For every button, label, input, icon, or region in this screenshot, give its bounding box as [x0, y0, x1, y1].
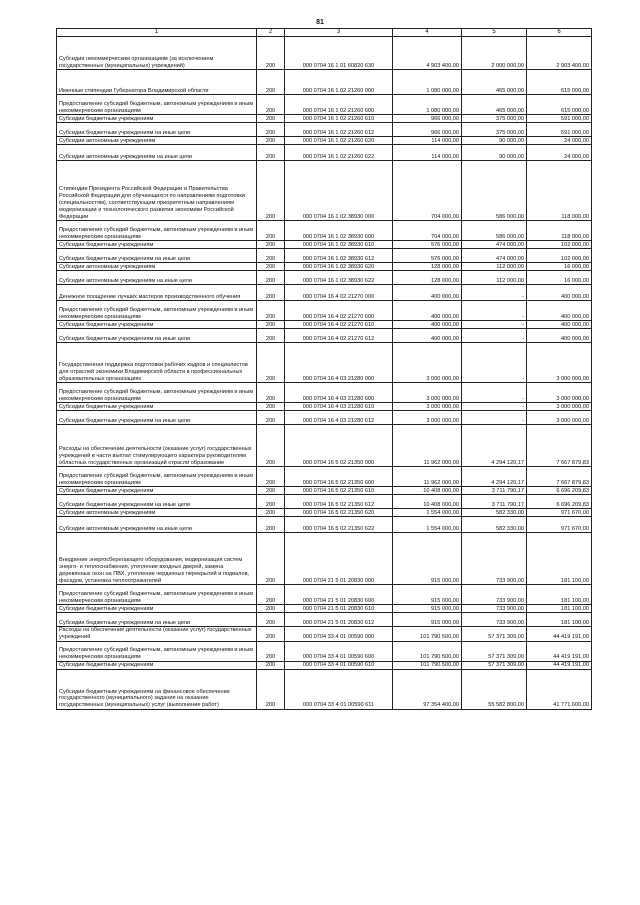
row-value-6: 118 000,00 [527, 161, 592, 221]
table-body [57, 37, 592, 710]
row-value-4: 11 962 000,00 [393, 425, 462, 467]
row-name: Денежное поощрение лучших мастеров производственного обучения [57, 285, 257, 301]
row-value-4: 576 000,00 [393, 241, 462, 249]
row-code: 000 0704 16 1 02 38930 610 [285, 241, 393, 249]
row-value-4: 1 080 000,00 [393, 95, 462, 115]
table-row [57, 329, 592, 343]
table-row [57, 411, 592, 425]
row-value-6: 181 100,00 [527, 605, 592, 613]
row-value-5: 375 000,00 [462, 115, 527, 123]
row-value-6: 24 000,00 [527, 145, 592, 161]
row-value-6: 16 000,00 [527, 271, 592, 285]
row-name: Предоставление субсидий бюджетным, автономным учреждениям и иным некоммерческим организациям [57, 383, 257, 403]
row-section: 200 [257, 383, 285, 403]
row-name: Предоставление субсидий бюджетным, автономным учреждениям и иным некоммерческим организациям [57, 585, 257, 605]
row-code: 000 0704 16 1 02 38930 612 [285, 249, 393, 263]
row-value-4: 97 354 400,00 [393, 669, 462, 709]
table-row [57, 627, 592, 642]
row-value-5: 474 000,00 [462, 241, 527, 249]
row-value-4: 966 000,00 [393, 115, 462, 123]
row-section: 200 [257, 613, 285, 627]
row-value-6: 118 000,00 [527, 221, 592, 241]
row-value-5: 586 000,00 [462, 221, 527, 241]
row-value-4: 966 000,00 [393, 123, 462, 137]
row-section: 200 [257, 605, 285, 613]
row-value-6: 400 000,00 [527, 321, 592, 329]
row-value-6: 971 670,00 [527, 517, 592, 533]
row-value-5: 2 000 000,00 [462, 37, 527, 70]
row-section: 200 [257, 95, 285, 115]
table-row [57, 343, 592, 383]
row-code: 000 0704 16 4 02 21270 610 [285, 321, 393, 329]
row-section: 200 [257, 123, 285, 137]
row-value-6: 16 000,00 [527, 263, 592, 271]
row-name: Стипендии Президента Российской Федерации и Правительства Российской Федерации для обучающихся по направлениям подготовки (специальностям), соответствующим приоритетным направлениям модернизации и технологического развития экономики Российской Федерации [57, 161, 257, 221]
row-value-4: 400 000,00 [393, 321, 462, 329]
row-value-6: 3 000 000,00 [527, 383, 592, 403]
row-code: 000 0704 33 4 01 00590 000 [285, 627, 393, 642]
row-value-5: 586 000,00 [462, 161, 527, 221]
row-code: 000 0704 16 4 03 21280 600 [285, 383, 393, 403]
row-name: Расходы на обеспечение деятельности (оказание услуг) государственных учреждений [57, 627, 257, 642]
row-value-6: 6 696 209,83 [527, 487, 592, 495]
row-value-5: - [462, 301, 527, 321]
row-code: 000 0704 16 5 02 21350 622 [285, 517, 393, 533]
row-section: 200 [257, 70, 285, 95]
row-value-5: - [462, 321, 527, 329]
row-name: Субсидии бюджетным учреждениям [57, 115, 257, 123]
row-value-4: 400 000,00 [393, 329, 462, 343]
row-name: Субсидии бюджетным учреждениям на иные цели [57, 411, 257, 425]
row-section: 200 [257, 669, 285, 709]
row-value-5: 465 000,00 [462, 95, 527, 115]
row-code: 000 0704 16 1 02 21260 622 [285, 145, 393, 161]
row-name: Субсидии автономным учреждениям [57, 509, 257, 517]
row-name: Предоставление субсидий бюджетным, автономным учреждениям и иным некоммерческим организациям [57, 301, 257, 321]
table-row [57, 137, 592, 145]
row-name: Предоставление субсидий бюджетным, автономным учреждениям и иным некоммерческим организациям [57, 641, 257, 661]
table-row [57, 487, 592, 495]
table-row [57, 115, 592, 123]
row-code: 000 0704 16 5 02 21350 610 [285, 487, 393, 495]
row-value-6: 44 419 191,00 [527, 641, 592, 661]
table-row [57, 123, 592, 137]
row-value-5: 55 582 800,00 [462, 669, 527, 709]
row-code: 000 0704 21 5 01 20830 000 [285, 533, 393, 585]
table-row [57, 95, 592, 115]
row-code: 000 0704 16 1 02 38930 620 [285, 263, 393, 271]
row-section: 200 [257, 467, 285, 487]
row-name: Внедрение энергосберегающего оборудования, модернизация систем энерго- и теплоснабжения, утепление входных дверей, замена деревянных окон на ПВХ, утепление чердачных перекрытий и подвалов, фасадов, установка теплоотражателей [57, 533, 257, 585]
row-name: Предоставление субсидий бюджетным, автономным учреждениям и иным некоммерческим организациям [57, 467, 257, 487]
table-row [57, 221, 592, 241]
row-value-4: 128 000,00 [393, 263, 462, 271]
row-code: 000 0704 16 4 02 21270 600 [285, 301, 393, 321]
table-row [57, 263, 592, 271]
row-code: 000 0704 16 1 02 38930 000 [285, 161, 393, 221]
page-number: 81 [316, 19, 324, 26]
row-code: 000 0704 16 5 02 21350 000 [285, 425, 393, 467]
row-name: Субсидии бюджетным учреждениям [57, 487, 257, 495]
row-section: 200 [257, 137, 285, 145]
row-value-6: 102 000,00 [527, 249, 592, 263]
table-row [57, 495, 592, 509]
row-value-5: 733 900,00 [462, 585, 527, 605]
row-section: 200 [257, 509, 285, 517]
row-value-4: 101 790 500,00 [393, 661, 462, 669]
row-value-5: 90 000,00 [462, 145, 527, 161]
row-value-4: 1 554 000,00 [393, 509, 462, 517]
row-section: 200 [257, 585, 285, 605]
row-name: Субсидии бюджетным учреждениям [57, 241, 257, 249]
table-row [57, 271, 592, 285]
row-value-5: 582 330,00 [462, 517, 527, 533]
row-value-5: - [462, 403, 527, 411]
row-value-4: 1 080 000,00 [393, 70, 462, 95]
table-row [57, 425, 592, 467]
col-header: 5 [462, 29, 527, 37]
row-value-6: 181 100,00 [527, 585, 592, 605]
table-row [57, 585, 592, 605]
row-value-6: 41 771 600,00 [527, 669, 592, 709]
row-section: 200 [257, 425, 285, 467]
row-value-5: 3 711 790,17 [462, 487, 527, 495]
row-code: 000 0704 21 5 01 20830 612 [285, 613, 393, 627]
row-name: Субсидии автономным учреждениям на иные цели [57, 145, 257, 161]
row-value-4: 400 000,00 [393, 301, 462, 321]
col-header: 1 [57, 29, 257, 37]
row-value-4: 10 408 000,00 [393, 487, 462, 495]
table-row [57, 605, 592, 613]
row-value-4: 704 000,00 [393, 161, 462, 221]
row-value-6: 44 419 191,00 [527, 627, 592, 642]
row-value-4: 101 790 500,00 [393, 641, 462, 661]
row-value-4: 915 000,00 [393, 585, 462, 605]
row-value-4: 915 000,00 [393, 533, 462, 585]
col-header: 4 [393, 29, 462, 37]
row-section: 200 [257, 403, 285, 411]
row-value-6: 3 000 000,00 [527, 411, 592, 425]
row-name: Субсидии бюджетным учреждениям на иные цели [57, 249, 257, 263]
row-value-5: 474 000,00 [462, 249, 527, 263]
row-value-6: 102 000,00 [527, 241, 592, 249]
row-value-5: 112 000,00 [462, 271, 527, 285]
row-value-4: 576 000,00 [393, 249, 462, 263]
row-section: 200 [257, 495, 285, 509]
row-name: Субсидии бюджетным учреждениям на иные цели [57, 495, 257, 509]
row-section: 200 [257, 533, 285, 585]
row-section: 200 [257, 301, 285, 321]
table-row [57, 37, 592, 70]
row-value-6: 400 000,00 [527, 329, 592, 343]
row-section: 200 [257, 263, 285, 271]
table-row [57, 533, 592, 585]
row-value-6: 971 670,00 [527, 509, 592, 517]
table-row [57, 613, 592, 627]
row-name: Субсидии бюджетным учреждениям на иные цели [57, 613, 257, 627]
table-row [57, 249, 592, 263]
row-value-6: 3 000 000,00 [527, 343, 592, 383]
row-code: 000 0704 16 5 02 21350 620 [285, 509, 393, 517]
row-value-4: 400 000,00 [393, 285, 462, 301]
row-section: 200 [257, 249, 285, 263]
row-value-4: 915 000,00 [393, 613, 462, 627]
row-value-5: 582 330,00 [462, 509, 527, 517]
budget-table [56, 28, 592, 710]
table-row [57, 145, 592, 161]
row-value-5: - [462, 383, 527, 403]
row-value-4: 11 962 000,00 [393, 467, 462, 487]
row-value-5: 375 000,00 [462, 123, 527, 137]
table-row [57, 467, 592, 487]
row-name: Субсидии бюджетным учреждениям на финансовое обеспечение государственного (муниципального) задания на оказание государственных (муниципальных) услуг (выполнение работ) [57, 669, 257, 709]
row-value-4: 3 000 000,00 [393, 383, 462, 403]
row-value-5: 57 371 309,00 [462, 641, 527, 661]
row-name: Субсидии бюджетным учреждениям [57, 403, 257, 411]
row-value-6: 591 000,00 [527, 123, 592, 137]
row-value-4: 915 000,00 [393, 605, 462, 613]
table-row [57, 509, 592, 517]
row-value-4: 114 000,00 [393, 137, 462, 145]
row-code: 000 0704 16 5 02 21350 612 [285, 495, 393, 509]
row-section: 200 [257, 487, 285, 495]
row-code: 000 0704 16 1 01 60820 630 [285, 37, 393, 70]
row-value-5: 733 900,00 [462, 613, 527, 627]
row-code: 000 0704 16 1 02 21260 000 [285, 70, 393, 95]
row-value-5: 57 371 309,00 [462, 661, 527, 669]
row-value-6: 181 100,00 [527, 533, 592, 585]
row-section: 200 [257, 517, 285, 533]
table-row [57, 285, 592, 301]
row-value-4: 3 000 000,00 [393, 411, 462, 425]
table-row [57, 517, 592, 533]
row-code: 000 0704 16 1 02 21260 610 [285, 115, 393, 123]
row-name: Субсидии бюджетным учреждениям [57, 605, 257, 613]
row-value-6: 2 903 400,00 [527, 37, 592, 70]
row-value-5: 465 000,00 [462, 70, 527, 95]
row-code: 000 0704 16 5 02 21350 600 [285, 467, 393, 487]
row-value-6: 615 000,00 [527, 95, 592, 115]
row-code: 000 0704 16 4 02 21270 000 [285, 285, 393, 301]
row-name: Субсидии бюджетным учреждениям [57, 661, 257, 669]
row-name: Субсидии некоммерческим организациям (за исключением государственных (муниципальных) учреждений) [57, 37, 257, 70]
row-value-6: 7 667 879,83 [527, 467, 592, 487]
row-name: Расходы на обеспечение деятельности (оказание услуг) государственных учреждений в части выплат стимулирующего характера руководителям областных государственных организаций отрасли образование [57, 425, 257, 467]
row-name: Субсидии автономным учреждениям на иные цели [57, 271, 257, 285]
row-code: 000 0704 16 4 02 21270 612 [285, 329, 393, 343]
row-value-4: 704 000,00 [393, 221, 462, 241]
row-value-5: 4 294 120,17 [462, 467, 527, 487]
row-code: 000 0704 16 1 02 38930 622 [285, 271, 393, 285]
row-code: 000 0704 16 1 02 38930 600 [285, 221, 393, 241]
row-code: 000 0704 33 4 01 00590 611 [285, 669, 393, 709]
col-header: 3 [285, 29, 393, 37]
row-value-5: 4 294 120,17 [462, 425, 527, 467]
row-section: 200 [257, 321, 285, 329]
row-code: 000 0704 33 4 01 00590 600 [285, 641, 393, 661]
row-section: 200 [257, 145, 285, 161]
row-section: 200 [257, 329, 285, 343]
row-value-5: 733 900,00 [462, 533, 527, 585]
row-value-6: 591 000,00 [527, 115, 592, 123]
row-value-4: 1 554 000,00 [393, 517, 462, 533]
row-value-4: 10 408 000,00 [393, 495, 462, 509]
row-name: Предоставление субсидий бюджетным, автономным учреждениям и иным некоммерческим организациям [57, 221, 257, 241]
row-name: Субсидии бюджетным учреждениям на иные цели [57, 329, 257, 343]
row-value-4: 3 000 000,00 [393, 343, 462, 383]
row-value-5: 90 000,00 [462, 137, 527, 145]
row-value-5: - [462, 411, 527, 425]
table-row [57, 669, 592, 709]
table-row [57, 641, 592, 661]
row-section: 200 [257, 343, 285, 383]
row-name: Субсидии автономным учреждениям [57, 137, 257, 145]
row-name: Субсидии бюджетным учреждениям на иные цели [57, 123, 257, 137]
row-section: 200 [257, 37, 285, 70]
col-header: 2 [257, 29, 285, 37]
row-section: 200 [257, 661, 285, 669]
row-value-6: 400 000,00 [527, 301, 592, 321]
table-row [57, 161, 592, 221]
row-value-4: 3 000 000,00 [393, 403, 462, 411]
row-section: 200 [257, 641, 285, 661]
col-header: 6 [527, 29, 592, 37]
row-value-6: 6 696 209,83 [527, 495, 592, 509]
row-code: 000 0704 16 4 03 21280 000 [285, 343, 393, 383]
row-value-5: - [462, 329, 527, 343]
table-row [57, 241, 592, 249]
row-value-6: 400 000,00 [527, 285, 592, 301]
row-value-5: - [462, 285, 527, 301]
row-value-5: 57 371 309,00 [462, 627, 527, 642]
row-value-6: 181 100,00 [527, 613, 592, 627]
row-code: 000 0704 16 4 03 21280 610 [285, 403, 393, 411]
row-section: 200 [257, 271, 285, 285]
row-name: Субсидии автономным учреждениям [57, 263, 257, 271]
table-row [57, 383, 592, 403]
row-section: 200 [257, 411, 285, 425]
row-section: 200 [257, 115, 285, 123]
row-code: 000 0704 16 1 02 21260 612 [285, 123, 393, 137]
row-code: 000 0704 21 5 01 20830 610 [285, 605, 393, 613]
row-value-6: 44 419 191,00 [527, 661, 592, 669]
row-value-4: 101 790 500,00 [393, 627, 462, 642]
row-value-6: 3 000 000,00 [527, 403, 592, 411]
row-value-5: - [462, 343, 527, 383]
table-row [57, 321, 592, 329]
row-section: 200 [257, 161, 285, 221]
row-code: 000 0704 16 1 02 21260 620 [285, 137, 393, 145]
row-value-5: 733 900,00 [462, 605, 527, 613]
row-code: 000 0704 16 1 02 21260 600 [285, 95, 393, 115]
row-value-4: 114 000,00 [393, 145, 462, 161]
row-value-5: 112 000,00 [462, 263, 527, 271]
row-code: 000 0704 33 4 01 00590 610 [285, 661, 393, 669]
header-row [57, 29, 592, 37]
row-name: Предоставление субсидий бюджетным, автономным учреждениям и иным некоммерческим организациям [57, 95, 257, 115]
row-code: 000 0704 16 4 03 21280 612 [285, 411, 393, 425]
row-section: 200 [257, 241, 285, 249]
row-value-6: 615 000,00 [527, 70, 592, 95]
row-name: Субсидии бюджетным учреждениям [57, 321, 257, 329]
row-name: Именные стипендии Губернатора Владимирской области [57, 70, 257, 95]
row-value-4: 4 903 400,00 [393, 37, 462, 70]
row-name: Государственная поддержка подготовки рабочих кадров и специалистов для отраслей экономики Владимирской области в профессиональных образовательных организациях [57, 343, 257, 383]
table-row [57, 661, 592, 669]
row-name: Субсидии автономным учреждениям на иные цели [57, 517, 257, 533]
row-value-6: 7 667 879,83 [527, 425, 592, 467]
table-row [57, 403, 592, 411]
row-value-6: 24 000,00 [527, 137, 592, 145]
row-value-4: 128 000,00 [393, 271, 462, 285]
row-section: 200 [257, 285, 285, 301]
table-row [57, 301, 592, 321]
row-section: 200 [257, 627, 285, 642]
table-row [57, 70, 592, 95]
row-section: 200 [257, 221, 285, 241]
row-code: 000 0704 21 5 01 20830 600 [285, 585, 393, 605]
row-value-5: 3 711 790,17 [462, 495, 527, 509]
